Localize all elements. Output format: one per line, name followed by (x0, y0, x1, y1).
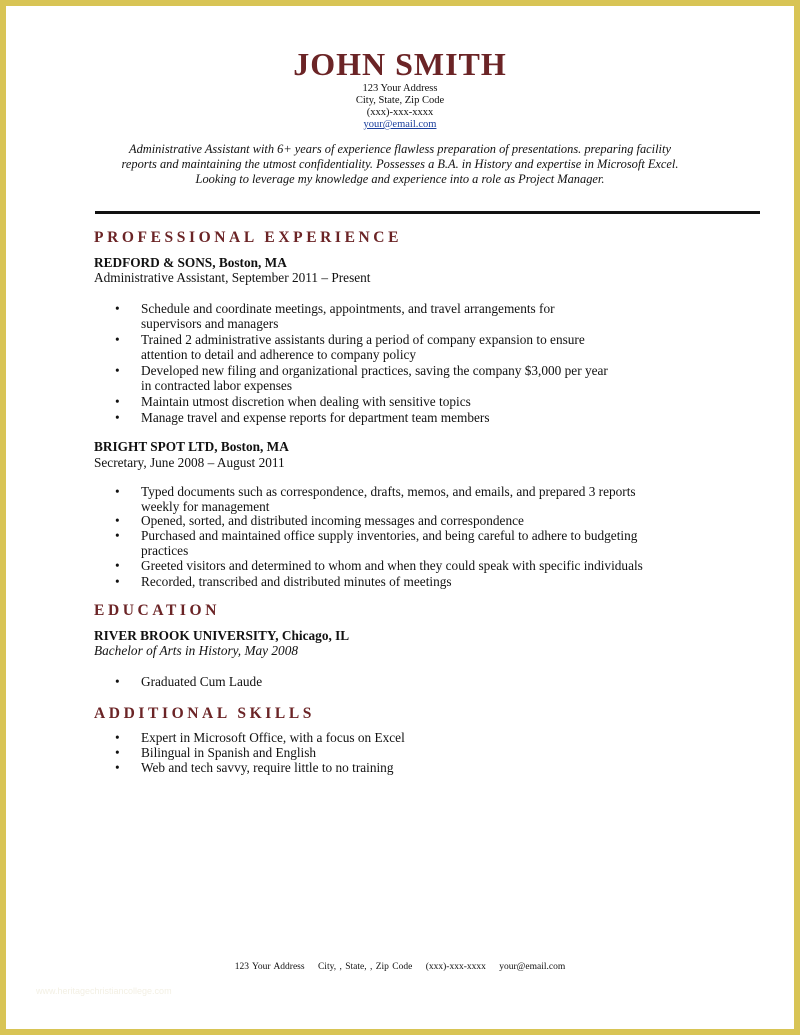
watermark-text: www.heritagechristiancollege.com (36, 986, 172, 996)
skills-bullet-list (94, 730, 734, 775)
list-item: • Bilingual in Spanish and English (94, 745, 734, 760)
job-company: BRIGHT SPOT LTD, Boston, MA (94, 439, 289, 454)
school-name: RIVER BROOK UNIVERSITY, Chicago, IL (94, 628, 350, 643)
summary-paragraph (94, 142, 706, 187)
contact-city-line: City, State, Zip Code (355, 95, 445, 106)
list-item: • Purchased and maintained office supply inventories, and being careful to adhere to budgeting practices (94, 528, 734, 558)
list-item: • Developed new filing and organizational practices, saving the company $3,000 per year in contracted labor expenses (94, 363, 734, 393)
education-bullet-list (94, 674, 734, 689)
list-item: • Trained 2 administrative assistants during a period of company expansion to ensure attention to detail and adherence to company policy (94, 332, 734, 362)
list-item: • Graduated Cum Laude (94, 674, 734, 689)
contact-address: 123 Your Address (362, 83, 438, 94)
footer-address: 123 Your Address (234, 962, 305, 972)
list-item: • Typed documents such as correspondence, drafts, memos, and emails, and prepared 3 reports weekly for management (94, 484, 734, 514)
summary-line: Looking to leverage my knowledge and experience into a role as Project Manager. (195, 172, 605, 186)
job-bullet-list (94, 484, 734, 589)
footer-contact (0, 962, 800, 972)
list-item: • Greeted visitors and determined to whom and when they could speak with specific individuals (94, 558, 734, 573)
list-item: • Expert in Microsoft Office, with a focus on Excel (94, 730, 734, 745)
education-heading: EDUCATION (94, 602, 220, 619)
list-item: • Manage travel and expense reports for department team members (94, 410, 734, 425)
contact-email-link[interactable]: your@email.com (363, 119, 437, 130)
list-item: • Recorded, transcribed and distributed minutes of meetings (94, 574, 734, 589)
skills-heading: ADDITIONAL SKILLS (94, 705, 315, 722)
summary-line: Administrative Assistant with 6+ years of experience flawless preparation of presentations. preparing facility (129, 142, 671, 156)
summary-line: reports and maintaining the utmost confidentiality. Possesses a B.A. in History and expertise in Microsoft Excel. (121, 157, 679, 171)
list-item: • Schedule and coordinate meetings, appointments, and travel arrangements for supervisors and managers (94, 301, 734, 331)
footer-phone: (xxx)-xxx-xxxx (425, 962, 486, 972)
degree: Bachelor of Arts in History, May 2008 (94, 643, 298, 658)
contact-phone: (xxx)-xxx-xxxx (366, 107, 434, 118)
list-item: • Maintain utmost discretion when dealing with sensitive topics (94, 394, 734, 409)
footer-city: City, , State, , Zip Code (317, 962, 413, 972)
section-divider (95, 211, 760, 214)
footer-email: your@email.com (499, 962, 566, 972)
list-item: • Web and tech savvy, require little to no training (94, 760, 734, 775)
experience-heading: PROFESSIONAL EXPERIENCE (94, 229, 403, 246)
list-item: • Opened, sorted, and distributed incoming messages and correspondence (94, 513, 734, 528)
job-bullet-list (94, 301, 734, 425)
job-role: Administrative Assistant, September 2011 – Present (94, 270, 371, 285)
job-company: REDFORD & SONS, Boston, MA (94, 255, 287, 270)
candidate-name: JOHN SMITH (293, 46, 507, 82)
job-role: Secretary, June 2008 – August 2011 (94, 455, 285, 470)
